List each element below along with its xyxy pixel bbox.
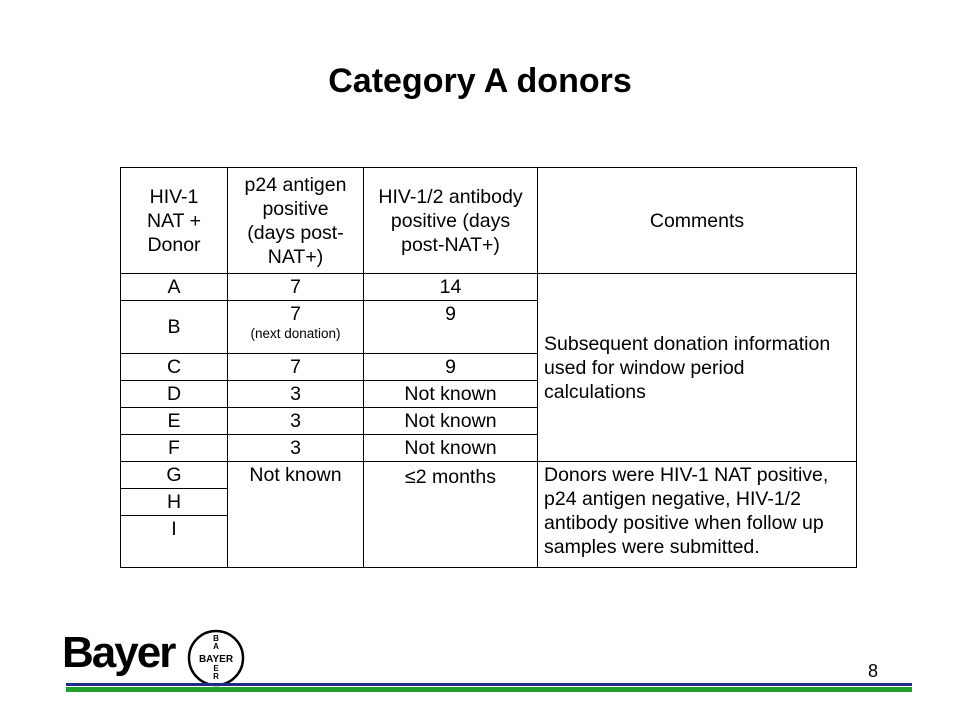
group2-comment <box>538 462 857 568</box>
header-donor-line: HIV-1 <box>149 185 199 208</box>
comment-line: samples were submitted. <box>544 536 760 558</box>
svg-text:BAYER: BAYER <box>198 654 234 665</box>
cell-antibody: Not known <box>364 381 538 408</box>
header-p24-line: NAT+) <box>267 245 324 268</box>
header-antibody <box>364 168 538 274</box>
cell-donor: B <box>121 301 228 354</box>
cell-p24: 3 <box>228 381 364 408</box>
cell-p24: 7 <box>228 274 364 301</box>
cell-donor: H <box>121 489 228 516</box>
comment-line: antibody positive when follow up <box>544 512 824 534</box>
donor-table <box>120 167 857 568</box>
header-p24-line: positive <box>262 197 329 220</box>
cell-donor: E <box>121 408 228 435</box>
cell-donor: C <box>121 354 228 381</box>
group2-antibody: ≤2 months <box>364 462 538 568</box>
cell-p24-value: 7 <box>290 303 301 325</box>
comment-line: Donors were HIV-1 NAT positive, <box>544 464 829 486</box>
cell-antibody: Not known <box>364 435 538 462</box>
cell-antibody: 9 <box>364 354 538 381</box>
header-antibody-line: post-NAT+) <box>401 233 500 256</box>
slide-title: Category A donors <box>328 62 632 100</box>
cell-antibody: 14 <box>364 274 538 301</box>
svg-text:R: R <box>213 672 219 681</box>
svg-text:B: B <box>213 634 219 643</box>
header-donor-line: NAT + <box>146 209 201 232</box>
bayer-logo-word: Bayer <box>62 628 175 677</box>
group1-comment <box>538 274 857 462</box>
header-donor <box>121 168 228 274</box>
cell-antibody: Not known <box>364 408 538 435</box>
cell-donor: D <box>121 381 228 408</box>
footer-green-line <box>66 687 912 692</box>
cell-donor: G <box>121 462 228 489</box>
footer-blue-line <box>66 683 912 686</box>
cell-p24-note: (next donation) <box>250 326 341 341</box>
cell-p24 <box>228 301 364 354</box>
comment-line: used for window period <box>544 356 745 379</box>
cell-antibody: 9 <box>364 301 538 354</box>
header-comments <box>538 168 857 274</box>
comment-line: Subsequent donation information <box>544 332 831 355</box>
group2-p24: Not known <box>228 462 364 568</box>
cell-donor: A <box>121 274 228 301</box>
header-p24-line: p24 antigen <box>244 173 347 196</box>
header-antibody-line: HIV-1/2 antibody <box>378 185 523 208</box>
header-comments-label: Comments <box>649 209 745 232</box>
comment-line: p24 antigen negative, HIV-1/2 <box>544 488 801 510</box>
page-number: 8 <box>868 661 879 681</box>
header-p24 <box>228 168 364 274</box>
cell-p24: 3 <box>228 435 364 462</box>
header-donor-line: Donor <box>147 233 201 256</box>
comment-line: calculations <box>544 380 646 403</box>
svg-text:A: A <box>213 642 219 651</box>
bayer-cross-logo-icon <box>186 628 246 688</box>
header-p24-line: (days post- <box>247 221 344 244</box>
cell-donor: F <box>121 435 228 462</box>
header-antibody-line: positive (days <box>390 209 511 232</box>
cell-p24: 3 <box>228 408 364 435</box>
svg-text:E: E <box>213 664 219 673</box>
cell-p24: 7 <box>228 354 364 381</box>
cell-donor: I <box>121 516 228 568</box>
